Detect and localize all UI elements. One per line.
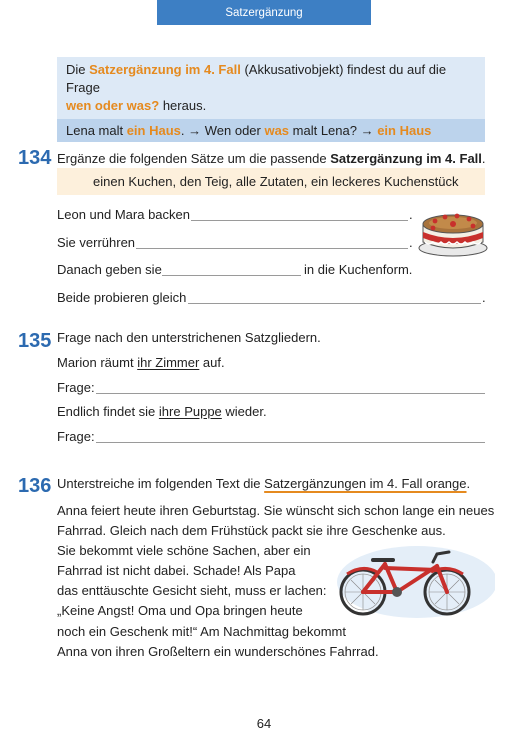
- rule-term: Satzergänzung im 4. Fall: [89, 62, 241, 77]
- example-highlight: ein Haus: [377, 123, 432, 138]
- exercise-number-136: 136: [18, 475, 52, 497]
- exercise-136-instruction: [57, 475, 470, 493]
- story-line[interactable]: Sie bekommt viele schöne Sachen, aber ein: [57, 543, 311, 558]
- answer-line-134-1[interactable]: [191, 220, 408, 221]
- story-line[interactable]: Fahrrad. Gleich nach dem Frühstück packt sie ihre Geschenke aus.: [57, 523, 446, 538]
- page-number: 64: [256, 716, 272, 731]
- answer-line-135-2[interactable]: [96, 442, 485, 443]
- story-line[interactable]: Fahrrad ist nicht dabei. Schade! Als Papa: [57, 563, 296, 578]
- instruction-part: Unterstreiche im folgenden Text die: [57, 476, 265, 491]
- rule-box: [57, 57, 485, 142]
- sentence-part: wieder.: [221, 404, 267, 419]
- story-line[interactable]: Anna von ihren Großeltern ein wunderschönes Fahrrad.: [57, 644, 379, 659]
- instruction-part: Ergänze die folgenden Sätze um die passende: [57, 151, 331, 166]
- rule-text-part: Die: [66, 62, 90, 77]
- instruction-part: .: [466, 476, 471, 491]
- answer-line-134-2[interactable]: [136, 248, 408, 249]
- example-highlight: ein Haus: [126, 123, 181, 138]
- sentence-135-1: [57, 354, 225, 372]
- sentence-part: auf.: [199, 355, 225, 370]
- example-part: Lena malt: [66, 123, 127, 138]
- word-bank: [57, 168, 485, 195]
- instruction-bold: Satzergänzung im 4. Fall: [330, 151, 482, 166]
- underlined-phrase: ihr Zimmer: [137, 355, 200, 370]
- answer-line-135-1[interactable]: [96, 393, 485, 394]
- sentence-134-4: Beide probieren gleich: [57, 290, 187, 305]
- frage-label-1: Frage:: [57, 380, 95, 395]
- story-line[interactable]: das enttäuschte Gesicht sieht, muss er lachen:: [57, 583, 327, 598]
- example-highlight: was: [264, 123, 290, 138]
- sentence-134-3a: Danach geben sie: [57, 262, 162, 277]
- exercise-number-135: 135: [18, 330, 52, 352]
- chapter-header: [157, 0, 371, 25]
- exercise-number-134: 134: [18, 147, 52, 169]
- sentence-end-dot: .: [409, 235, 413, 250]
- exercise-134-instruction: [57, 150, 486, 168]
- instruction-underlined: Satzergänzungen im 4. Fall orange: [264, 476, 467, 491]
- cake-illustration: [415, 202, 491, 260]
- sentence-end-dot: .: [409, 207, 413, 222]
- answer-line-134-3[interactable]: [162, 275, 301, 276]
- rule-text-part: (Akkusativobjekt) findest du auf die Frage: [66, 62, 447, 95]
- underlined-phrase: ihre Puppe: [158, 404, 222, 419]
- rule-text-part: heraus.: [159, 98, 207, 113]
- sentence-135-2: [57, 403, 267, 421]
- story-line[interactable]: „Keine Angst! Oma und Opa bringen heute: [57, 603, 303, 618]
- sentence-134-3b: in die Kuchenform.: [304, 262, 413, 277]
- sentence-part: Endlich findet sie: [57, 404, 159, 419]
- rule-question: wen oder was?: [66, 98, 160, 113]
- sentence-134-1: Leon und Mara backen: [57, 207, 190, 222]
- instruction-part: .: [481, 151, 486, 166]
- exercise-135-instruction: Frage nach den unterstrichenen Satzgliedern.: [57, 330, 321, 345]
- answer-line-134-4[interactable]: [188, 303, 481, 304]
- sentence-part: Marion räumt: [57, 355, 138, 370]
- story-line[interactable]: Anna feiert heute ihren Geburtstag. Sie wünscht sich schon lange ein neues: [57, 503, 495, 518]
- bicycle-illustration: [325, 542, 495, 620]
- example-part: malt Lena? →: [289, 123, 378, 138]
- rule-text: [57, 57, 485, 119]
- sentence-end-dot: .: [482, 290, 486, 305]
- word-bank-text: einen Kuchen, den Teig, alle Zutaten, ein leckeres Kuchenstück: [93, 174, 459, 189]
- chapter-title: Satzergänzung: [225, 6, 303, 19]
- sentence-134-2: Sie verrühren: [57, 235, 136, 250]
- rule-example: [57, 119, 485, 142]
- frage-label-2: Frage:: [57, 429, 95, 444]
- story-line[interactable]: noch ein Geschenk mit!“ Am Nachmittag bekommt: [57, 624, 347, 639]
- example-part: . → Wen oder: [180, 123, 265, 138]
